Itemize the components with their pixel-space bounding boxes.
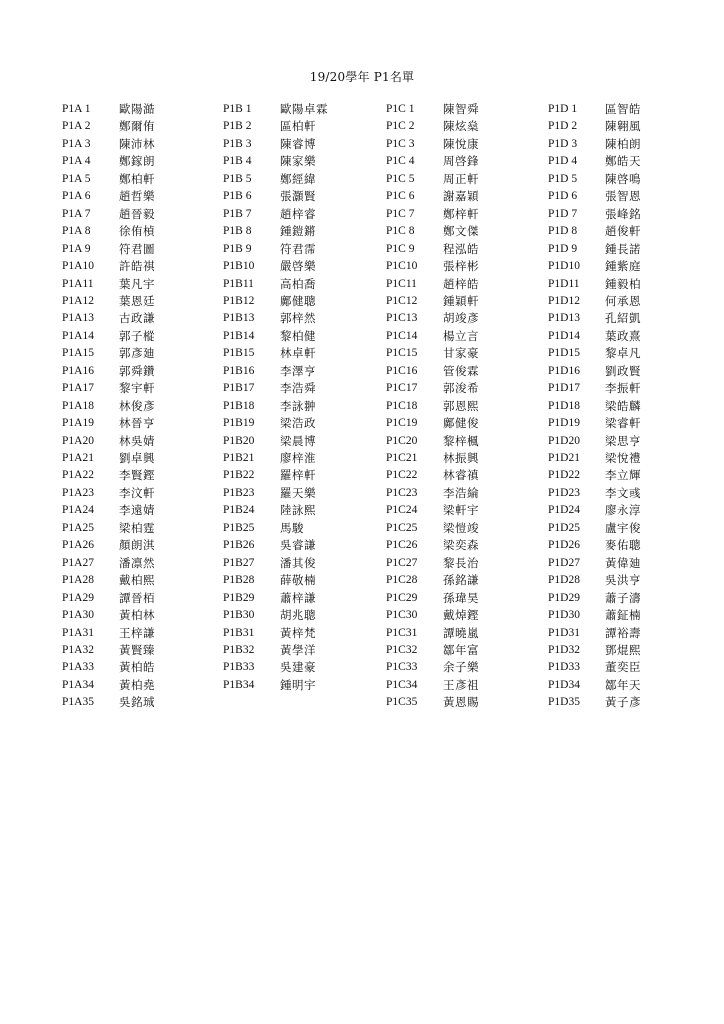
student-name: 陸詠熙 — [280, 503, 316, 518]
student-code: P1D16 — [548, 364, 580, 377]
student-name: 陳沛林 — [119, 136, 155, 151]
student-name: 羅天樂 — [280, 485, 316, 500]
student-code: P1D29 — [548, 591, 580, 604]
student-code: P1C22 — [386, 469, 418, 482]
student-name: 高柏喬 — [280, 276, 316, 291]
student-code: P1D 4 — [548, 155, 578, 168]
student-code: P1B27 — [223, 556, 255, 569]
student-code: P1A27 — [62, 556, 94, 569]
student-name: 徐侑楨 — [119, 224, 155, 239]
student-code: P1B34 — [223, 678, 255, 691]
student-name: 梁軒宇 — [443, 503, 479, 518]
student-code: P1B21 — [223, 452, 255, 464]
student-name: 吳洪亨 — [605, 573, 641, 588]
student-name: 周正軒 — [443, 171, 479, 186]
student-name: 鄭爾侑 — [119, 119, 155, 134]
student-code: P1A14 — [62, 329, 94, 342]
student-code: P1C15 — [386, 347, 418, 360]
student-code: P1B16 — [223, 364, 255, 377]
student-name: 潘凛然 — [119, 555, 155, 570]
student-code: P1A17 — [62, 382, 94, 395]
student-name: 孫瑋昊 — [443, 590, 479, 605]
student-code: P1B 8 — [223, 225, 252, 238]
student-name: 嚴啓樂 — [280, 259, 316, 274]
student-code: P1D17 — [548, 382, 580, 395]
student-name: 黃賢臻 — [119, 642, 155, 657]
student-code: P1C21 — [386, 452, 418, 464]
student-code: P1D10 — [548, 260, 580, 273]
student-name: 李汶軒 — [119, 485, 155, 500]
student-code: P1D23 — [548, 486, 580, 499]
student-name: 陳睿博 — [280, 136, 316, 151]
student-name: 葉凡宇 — [119, 276, 155, 291]
student-code: P1D19 — [548, 417, 580, 430]
student-code: P1A20 — [62, 434, 94, 447]
student-code: P1B 2 — [223, 120, 252, 133]
student-code: P1D 5 — [548, 172, 578, 185]
student-code: P1A26 — [62, 539, 94, 552]
student-code: P1C18 — [386, 399, 418, 412]
student-name: 鄭鎵朗 — [119, 154, 155, 169]
student-name: 鄺健俊 — [443, 416, 479, 431]
student-code: P1D 8 — [548, 225, 578, 238]
student-code: P1C16 — [386, 364, 418, 377]
student-code: P1A30 — [62, 609, 94, 622]
student-code: P1C10 — [386, 260, 418, 273]
student-name: 李浩綸 — [443, 485, 479, 500]
student-code: P1B33 — [223, 661, 255, 674]
student-code: P1C26 — [386, 539, 418, 552]
student-name: 胡兆聰 — [280, 608, 316, 623]
student-code: P1C24 — [386, 504, 418, 517]
student-code: P1C23 — [386, 486, 418, 499]
student-name: 孔紹凱 — [605, 311, 641, 326]
student-code: P1C 2 — [386, 120, 415, 133]
student-name: 黃子彥 — [605, 695, 641, 710]
student-name: 趙梓睿 — [280, 206, 316, 221]
student-code: P1D21 — [548, 452, 580, 464]
student-name: 余子樂 — [443, 660, 479, 675]
student-name: 董奕臣 — [605, 660, 641, 675]
student-name: 蕭子濤 — [605, 590, 641, 605]
student-code: P1B 4 — [223, 155, 252, 168]
student-code: P1A 3 — [62, 137, 91, 150]
student-name: 李賢鏗 — [119, 468, 155, 483]
student-code: P1B29 — [223, 591, 255, 604]
student-name: 廖永淳 — [605, 503, 641, 518]
student-name: 郭舜鑽 — [119, 363, 155, 378]
document-title: 19/20學年 P1名單 — [309, 70, 415, 84]
student-name: 鍾毅柏 — [605, 276, 641, 291]
student-code: P1D34 — [548, 678, 580, 691]
student-name: 李遠婧 — [119, 503, 155, 518]
student-name: 陳家樂 — [280, 154, 316, 169]
student-code: P1A 9 — [62, 242, 91, 255]
student-name: 黎梓楓 — [443, 433, 479, 448]
student-name: 鄒年富 — [443, 642, 479, 657]
student-name: 鍾鎧鏘 — [280, 224, 316, 239]
student-code: P1D 6 — [548, 190, 578, 203]
student-code: P1A 4 — [62, 155, 91, 168]
student-code: P1C19 — [386, 417, 418, 430]
student-code: P1D 1 — [548, 103, 578, 115]
student-name: 陳悅康 — [443, 136, 479, 151]
student-name: 胡竣彥 — [443, 311, 479, 326]
student-name: 區智皓 — [605, 102, 641, 116]
student-code: P1D18 — [548, 399, 580, 412]
student-name: 林卓軒 — [280, 346, 316, 361]
student-name: 甘家豪 — [443, 346, 479, 361]
student-code: P1B13 — [223, 312, 255, 325]
student-name: 林吳婧 — [119, 433, 155, 448]
student-code: P1A23 — [62, 486, 94, 499]
student-code: P1B10 — [223, 260, 255, 273]
student-name: 吳睿謙 — [280, 538, 316, 553]
student-name: 黃梓梵 — [280, 625, 316, 640]
student-code: P1D 3 — [548, 137, 578, 150]
student-code: P1C11 — [386, 277, 417, 290]
student-code: P1D24 — [548, 504, 580, 517]
student-name: 王彥祖 — [443, 677, 479, 692]
student-code: P1A34 — [62, 678, 94, 691]
student-code: P1C33 — [386, 661, 418, 674]
student-name: 林俊彥 — [119, 398, 155, 413]
student-name: 黃學洋 — [280, 642, 316, 657]
student-name: 梁思亨 — [605, 433, 641, 448]
student-code: P1B12 — [223, 294, 255, 307]
student-code: P1A24 — [62, 504, 94, 517]
student-code: P1B 7 — [223, 207, 252, 220]
student-name: 林晉亨 — [119, 416, 155, 431]
student-code: P1B17 — [223, 382, 255, 395]
student-name: 周啓鋒 — [443, 154, 479, 169]
student-name: 鄒年天 — [605, 677, 641, 692]
student-name: 程泓皓 — [443, 241, 479, 256]
student-name: 張智恩 — [605, 189, 641, 204]
student-name: 盧宇俊 — [605, 520, 641, 535]
student-name: 蕭梓謙 — [280, 590, 316, 605]
student-code: P1D28 — [548, 574, 580, 587]
student-name: 潘其俊 — [280, 555, 316, 570]
student-name: 李浩舜 — [280, 381, 316, 396]
student-code: P1C17 — [386, 382, 418, 395]
student-code: P1A 8 — [62, 225, 91, 238]
student-code: P1C 5 — [386, 172, 415, 185]
student-name: 吳銘珹 — [119, 695, 155, 710]
student-code: P1D31 — [548, 626, 580, 639]
student-code: P1A12 — [62, 294, 94, 307]
student-code: P1C30 — [386, 609, 418, 622]
student-code: P1D 9 — [548, 242, 578, 255]
student-code: P1B 6 — [223, 190, 252, 203]
student-name: 鄭梓軒 — [443, 206, 479, 221]
student-name: 鍾紫庭 — [605, 259, 641, 274]
student-code: P1B28 — [223, 574, 255, 587]
student-name: 趙梓皓 — [443, 276, 479, 291]
student-code: P1A35 — [62, 696, 94, 709]
student-name: 張梓彬 — [443, 259, 479, 274]
student-name: 郭浚希 — [443, 381, 479, 396]
student-name: 張灝賢 — [280, 189, 316, 204]
student-name: 符君霈 — [280, 241, 316, 256]
student-name: 鄧焜熙 — [605, 642, 641, 657]
student-name: 梁柏霆 — [119, 520, 155, 535]
student-name: 林振興 — [443, 451, 479, 465]
student-code: P1B19 — [223, 417, 255, 430]
student-name: 陳炫燊 — [443, 119, 479, 134]
student-name: 薛敬楠 — [280, 573, 316, 588]
student-name: 李振軒 — [605, 381, 641, 396]
student-name: 符君圖 — [119, 241, 155, 256]
student-name: 林睿禛 — [443, 468, 479, 483]
student-code: P1C27 — [386, 556, 418, 569]
student-name: 何承恩 — [605, 293, 641, 308]
student-code: P1C32 — [386, 643, 418, 656]
student-name: 李詠翀 — [280, 398, 316, 413]
student-code: P1C 9 — [386, 242, 415, 255]
student-name: 麥佑聰 — [605, 538, 641, 553]
student-name: 趙晉毅 — [119, 206, 155, 221]
student-name: 管俊霖 — [443, 363, 479, 378]
student-code: P1B18 — [223, 399, 255, 412]
student-code: P1B14 — [223, 329, 255, 342]
student-code: P1D11 — [548, 277, 580, 290]
student-code: P1A28 — [62, 574, 94, 587]
student-code: P1C 3 — [386, 137, 415, 150]
student-code: P1C13 — [386, 312, 418, 325]
student-code: P1A11 — [62, 277, 94, 290]
student-name: 黎柏健 — [280, 328, 316, 343]
student-name: 廖梓淮 — [280, 451, 316, 465]
student-code: P1B31 — [223, 626, 255, 639]
student-name: 鄭文傑 — [443, 224, 479, 239]
student-code: P1D20 — [548, 434, 580, 447]
student-name: 梁愷竣 — [443, 520, 479, 535]
student-code: P1D22 — [548, 469, 580, 482]
student-code: P1D30 — [548, 609, 580, 622]
student-code: P1A31 — [62, 626, 94, 639]
student-name: 梁晨博 — [280, 433, 316, 448]
student-code: P1D12 — [548, 294, 580, 307]
student-name: 郭梓然 — [280, 311, 316, 326]
student-code: P1B25 — [223, 521, 255, 534]
student-name: 譚曉嵐 — [443, 625, 479, 640]
student-code: P1A16 — [62, 364, 94, 377]
student-name: 戴柏熙 — [119, 573, 155, 588]
student-code: P1C35 — [386, 696, 418, 709]
student-code: P1C29 — [386, 591, 418, 604]
student-name: 吳建豪 — [280, 660, 316, 675]
student-code: P1B 3 — [223, 137, 252, 150]
student-name: 鍾穎軒 — [443, 293, 479, 308]
student-code: P1A32 — [62, 643, 94, 656]
student-name: 陳柏朗 — [605, 136, 641, 151]
student-name: 羅梓軒 — [280, 468, 316, 483]
student-name: 馬駿 — [280, 520, 304, 535]
student-code: P1C 7 — [386, 207, 415, 220]
student-code: P1A25 — [62, 521, 94, 534]
student-code: P1A 6 — [62, 190, 91, 203]
student-code: P1B30 — [223, 609, 255, 622]
student-code: P1B 9 — [223, 242, 252, 255]
student-name: 黃柏堯 — [119, 677, 155, 692]
student-name: 歐陽澔 — [119, 102, 155, 116]
student-name: 郭彥廸 — [119, 346, 155, 361]
student-name: 鄭經緯 — [280, 171, 316, 186]
student-name: 葉政熹 — [605, 328, 641, 343]
student-code: P1B20 — [223, 434, 255, 447]
student-name: 梁浩政 — [280, 416, 316, 431]
student-name: 郭子樅 — [119, 328, 155, 343]
student-name: 黃恩賜 — [443, 695, 479, 710]
student-name: 黃柏皓 — [119, 660, 155, 675]
student-code: P1C34 — [386, 678, 418, 691]
student-code: P1A18 — [62, 399, 94, 412]
student-code: P1D13 — [548, 312, 580, 325]
student-code: P1B15 — [223, 347, 255, 360]
student-name: 鄺健聰 — [280, 293, 316, 308]
student-code: P1D 2 — [548, 120, 578, 133]
student-name: 黎卓凡 — [605, 346, 641, 361]
student-name: 顏朗淇 — [119, 538, 155, 553]
student-name: 張峰銘 — [605, 206, 641, 221]
student-name: 黃偉廸 — [605, 555, 641, 570]
student-name: 陳智舜 — [443, 102, 479, 116]
student-name: 梁皓麟 — [605, 398, 641, 413]
student-name: 戴焯鏗 — [443, 608, 479, 623]
student-code: P1C12 — [386, 294, 418, 307]
student-code: P1C14 — [386, 329, 418, 342]
student-name: 劉政賢 — [605, 363, 641, 378]
student-code: P1A13 — [62, 312, 94, 325]
student-name: 劉卓興 — [119, 451, 155, 465]
student-name: 郭恩熙 — [443, 398, 479, 413]
student-name: 古政謙 — [119, 311, 155, 326]
student-name: 鍾長諾 — [605, 241, 641, 256]
student-name: 陳啓鳴 — [605, 171, 641, 186]
student-name: 陳翱風 — [605, 119, 641, 134]
student-name: 黎宇軒 — [119, 381, 155, 396]
student-name: 歐陽卓霖 — [280, 102, 328, 116]
student-code: P1D25 — [548, 521, 580, 534]
student-code: P1D15 — [548, 347, 580, 360]
student-name: 譚裕壽 — [605, 625, 641, 640]
student-code: P1C20 — [386, 434, 418, 447]
student-code: P1A19 — [62, 417, 94, 430]
student-code: P1B 1 — [223, 103, 252, 115]
student-name: 蕭鉦楠 — [605, 608, 641, 623]
student-code: P1A 2 — [62, 120, 91, 133]
student-name: 鄭柏軒 — [119, 171, 155, 186]
student-name: 李澤亨 — [280, 363, 316, 378]
student-name: 葉恩廷 — [119, 293, 155, 308]
student-code: P1D 7 — [548, 207, 578, 220]
student-code: P1A 7 — [62, 207, 91, 220]
student-code: P1C 6 — [386, 190, 415, 203]
student-name: 李文彧 — [605, 485, 641, 500]
student-name: 楊立言 — [443, 328, 479, 343]
student-code: P1B26 — [223, 539, 255, 552]
student-code: P1C25 — [386, 521, 418, 534]
student-name: 趙哲樂 — [119, 189, 155, 204]
student-code: P1B 5 — [223, 172, 252, 185]
student-code: P1D32 — [548, 643, 580, 656]
student-name: 王梓謙 — [119, 625, 155, 640]
student-name: 鄭皓天 — [605, 154, 641, 169]
student-name: 黎長治 — [443, 555, 479, 570]
student-name: 黃柏林 — [119, 608, 155, 623]
student-code: P1B11 — [223, 277, 254, 290]
student-code: P1C 4 — [386, 155, 415, 168]
student-name: 梁悅禮 — [605, 451, 641, 465]
student-code: P1B23 — [223, 486, 255, 499]
student-code: P1B24 — [223, 504, 255, 517]
student-code: P1C28 — [386, 574, 418, 587]
student-name: 孫銘謙 — [443, 573, 479, 588]
student-code: P1D26 — [548, 539, 580, 552]
student-code: P1A 5 — [62, 172, 91, 185]
student-name: 譚晉栢 — [119, 590, 155, 605]
student-code: P1A21 — [62, 452, 94, 464]
student-code: P1D27 — [548, 556, 580, 569]
student-code: P1A15 — [62, 347, 94, 360]
student-code: P1B32 — [223, 643, 255, 656]
student-name: 李立輝 — [605, 468, 641, 483]
student-name: 區柏軒 — [280, 119, 316, 134]
student-name: 許皓祺 — [119, 259, 155, 274]
student-code: P1A29 — [62, 591, 94, 604]
student-code: P1C31 — [386, 626, 418, 639]
student-code: P1A10 — [62, 260, 94, 273]
student-code: P1C 1 — [386, 103, 415, 115]
student-code: P1D33 — [548, 661, 580, 674]
student-code: P1A33 — [62, 661, 94, 674]
student-code: P1A 1 — [62, 103, 91, 115]
student-code: P1D35 — [548, 696, 580, 709]
student-code: P1C 8 — [386, 225, 415, 238]
student-code: P1D14 — [548, 329, 580, 342]
student-code: P1A22 — [62, 469, 94, 482]
student-name: 梁睿軒 — [605, 416, 641, 431]
student-code: P1B22 — [223, 469, 255, 482]
student-name: 趙俊軒 — [605, 224, 641, 239]
student-name: 謝嘉穎 — [443, 189, 479, 204]
student-name: 梁奕森 — [443, 538, 479, 553]
student-name: 鍾明宇 — [280, 677, 316, 692]
